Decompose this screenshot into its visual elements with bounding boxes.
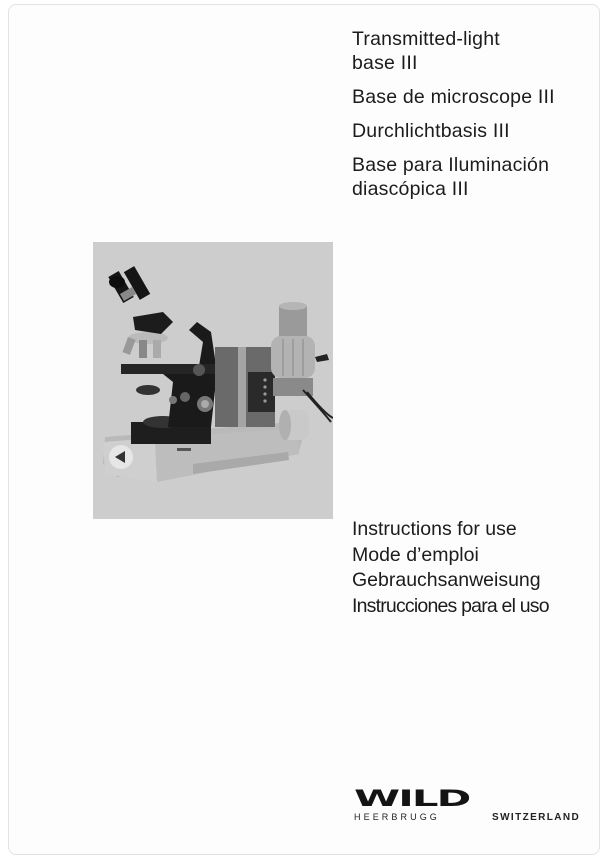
title-german: Durchlichtbasis III	[352, 120, 510, 142]
instructions-french: Mode d’emploi	[352, 543, 479, 566]
title-french: Base de microscope III	[352, 86, 555, 108]
wild-heerbrugg-logo	[354, 787, 581, 823]
microscope-photo	[93, 242, 333, 519]
brand-country: SWITZERLAND	[492, 812, 581, 823]
instructions-block	[352, 517, 602, 619]
instructions-german: Gebrauchsanweisung	[352, 569, 541, 591]
instructions-english: Instructions for use	[352, 518, 517, 540]
title-english: Transmitted-light base III	[352, 28, 500, 74]
brand-name: WILD	[354, 787, 470, 812]
title-spanish: Base para Iluminación diascópica III	[352, 154, 550, 200]
brand-subtitle: HEERBRUGG	[354, 812, 440, 822]
instructions-spanish: Instrucciones para el uso	[352, 594, 549, 617]
title-block	[352, 27, 602, 211]
